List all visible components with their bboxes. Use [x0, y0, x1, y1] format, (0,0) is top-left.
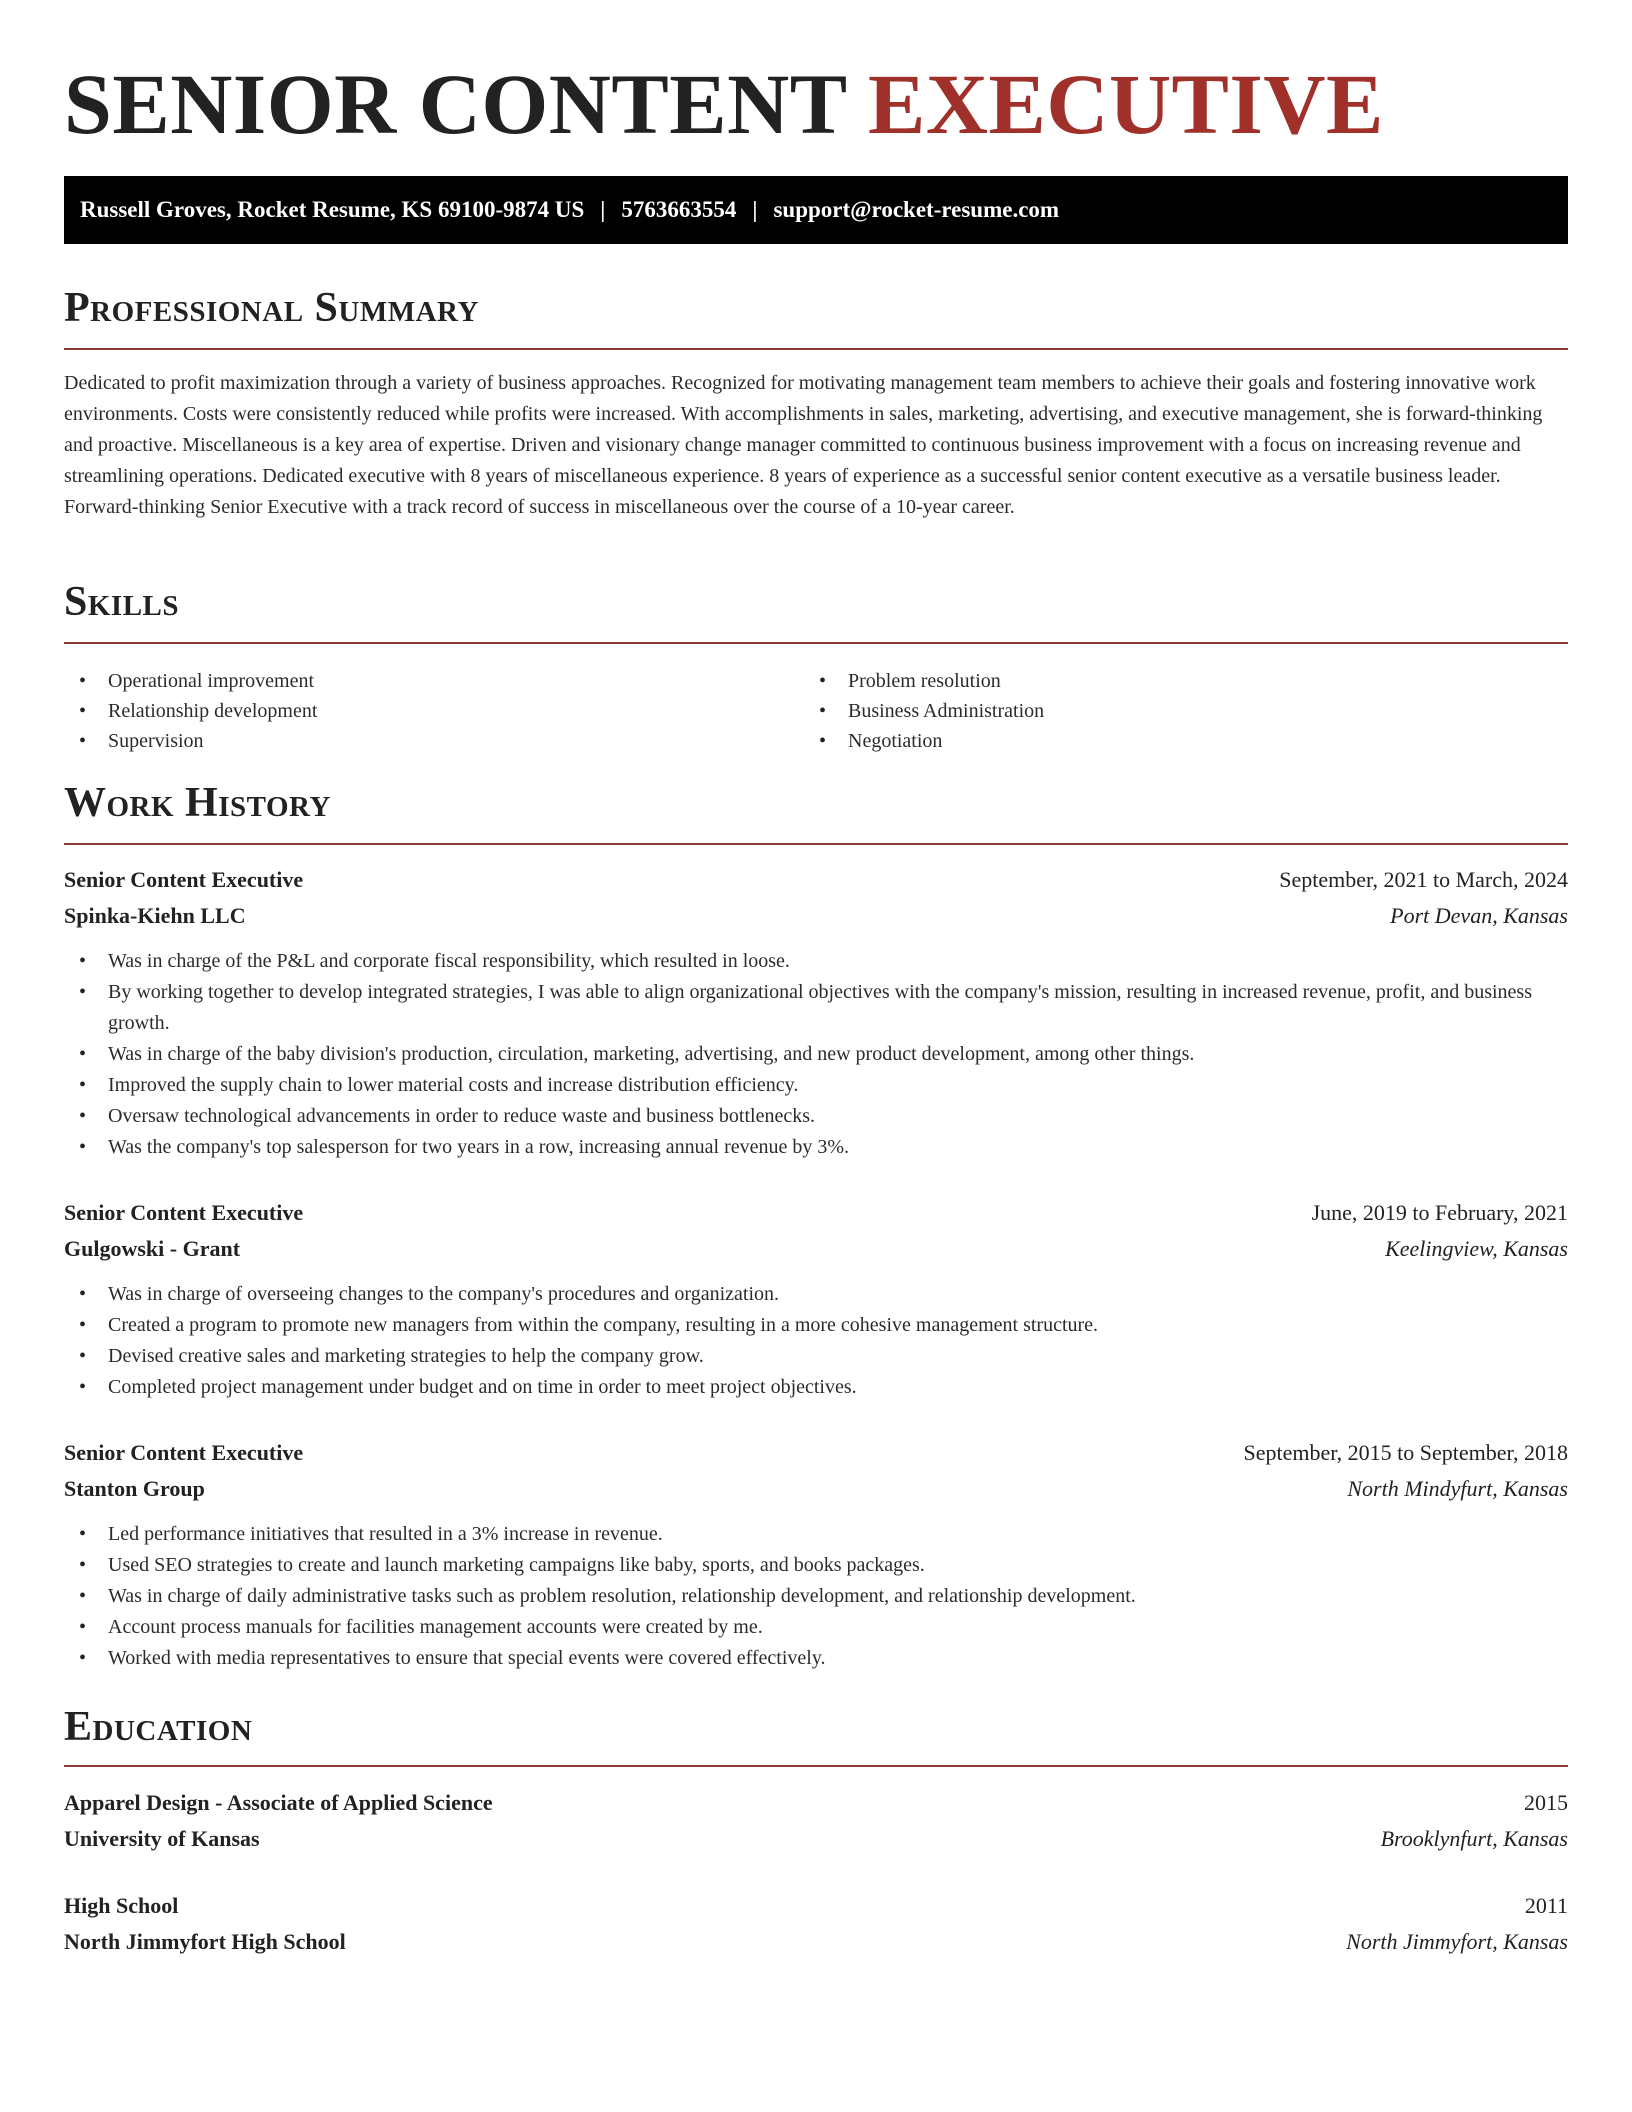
- title-accent: EXECUTIVE: [868, 56, 1384, 152]
- education-year: 2011: [1524, 1893, 1568, 1918]
- contact-separator: |: [752, 197, 758, 222]
- job-bullets: [64, 1519, 1568, 1674]
- job-entry: [64, 862, 1568, 1163]
- skills-heading: Skills: [64, 579, 180, 625]
- job-title: Senior Content Executive: [64, 867, 304, 892]
- title-main: SENIOR CONTENT: [64, 56, 847, 152]
- job-location: North Mindyfurt, Kansas: [1347, 1476, 1568, 1501]
- section-divider: [64, 1765, 1568, 1767]
- skills-list-right: [804, 666, 1504, 756]
- education-location: North Jimmyfort, Kansas: [1346, 1929, 1568, 1954]
- job-location: Keelingview, Kansas: [1385, 1236, 1568, 1261]
- contact-bar: [64, 176, 1568, 244]
- contact-separator: |: [600, 197, 606, 222]
- job-bullet: • Was in charge of overseeing changes to the company's procedures and organization.: [64, 1279, 1568, 1310]
- skills-list-left: [64, 666, 764, 756]
- job-company: Spinka-Kiehn LLC: [64, 903, 246, 928]
- job-bullet: • Oversaw technological advancements in order to reduce waste and business bottlenecks.: [64, 1101, 1568, 1132]
- job-bullet: • Led performance initiatives that resulted in a 3% increase in revenue.: [64, 1519, 1568, 1550]
- contact-phone: 5763663554: [621, 197, 737, 222]
- education-degree: Apparel Design - Associate of Applied Science: [64, 1790, 493, 1815]
- education-entry: [64, 1888, 1568, 1960]
- job-bullet: • Was the company's top salesperson for two years in a row, increasing annual revenue by 3%.: [64, 1132, 1568, 1163]
- job-bullets: [64, 946, 1568, 1163]
- job-bullets: [64, 1279, 1568, 1403]
- job-dates: September, 2021 to March, 2024: [1279, 867, 1568, 892]
- job-bullet: • Created a program to promote new managers from within the company, resulting in a more cohesive management structure.: [64, 1310, 1568, 1341]
- contact-email[interactable]: support@rocket-resume.com: [773, 197, 1060, 222]
- job-bullet: • Was in charge of the baby division's production, circulation, marketing, advertising, and new product development, among other things.: [64, 1039, 1568, 1070]
- job-bullet: • Was in charge of daily administrative tasks such as problem resolution, relationship development, and relationship development.: [64, 1581, 1568, 1612]
- job-dates: June, 2019 to February, 2021: [1311, 1200, 1568, 1225]
- education-year: 2015: [1524, 1790, 1568, 1815]
- job-bullet: • Completed project management under budget and on time in order to meet project objectives.: [64, 1372, 1568, 1403]
- skill-item: • Business Administration: [804, 696, 1504, 726]
- resume-title: [64, 54, 1384, 154]
- education-school: University of Kansas: [64, 1826, 260, 1851]
- job-bullet: • Was in charge of the P&L and corporate fiscal responsibility, which resulted in loose.: [64, 946, 1568, 977]
- job-entry: [64, 1195, 1568, 1403]
- job-company: Stanton Group: [64, 1476, 205, 1501]
- skill-item: • Relationship development: [64, 696, 764, 726]
- education-location: Brooklynfurt, Kansas: [1380, 1826, 1568, 1851]
- job-title: Senior Content Executive: [64, 1440, 304, 1465]
- education-school: North Jimmyfort High School: [64, 1929, 346, 1954]
- job-dates: September, 2015 to September, 2018: [1243, 1440, 1568, 1465]
- section-divider: [64, 843, 1568, 845]
- job-bullet: • Account process manuals for facilities management accounts were created by me.: [64, 1612, 1568, 1643]
- education-degree: High School: [64, 1893, 179, 1918]
- job-bullet: • Used SEO strategies to create and launch marketing campaigns like baby, sports, and books packages.: [64, 1550, 1568, 1581]
- work-heading: Work History: [64, 780, 331, 826]
- job-entry: [64, 1435, 1568, 1674]
- job-title: Senior Content Executive: [64, 1200, 304, 1225]
- job-bullet: • By working together to develop integrated strategies, I was able to align organizational objectives with the company's mission, resulting in increased revenue, profit, and business growth.: [64, 977, 1568, 1039]
- skill-item: • Operational improvement: [64, 666, 764, 696]
- job-company: Gulgowski - Grant: [64, 1236, 241, 1261]
- job-bullet: • Devised creative sales and marketing strategies to help the company grow.: [64, 1341, 1568, 1372]
- summary-text: Dedicated to profit maximization through a variety of business approaches. Recognized for motivating management team members to achieve their goals and fostering innovative work environments. Costs were consistently reduced while profits were increased. With accomplishments in sales, marketing, advertising, and executive management, she is forward-thinking and proactive. Miscellaneous is a key area of expertise. Driven and visionary change manager committed to continuous business improvement with a focus on increasing revenue and streamlining operations. Dedicated executive with 8 years of miscellaneous experience. 8 years of experience as a successful senior content executive as a versatile business leader. Forward-thinking Senior Executive with a track record of success in miscellaneous over the course of a 10-year career.: [64, 372, 1543, 518]
- education-heading: Education: [64, 1704, 253, 1750]
- skill-item: • Problem resolution: [804, 666, 1504, 696]
- skill-item: • Supervision: [64, 726, 764, 756]
- job-bullet: • Improved the supply chain to lower material costs and increase distribution efficiency.: [64, 1070, 1568, 1101]
- skill-item: • Negotiation: [804, 726, 1504, 756]
- section-divider: [64, 348, 1568, 350]
- job-location: Port Devan, Kansas: [1390, 903, 1568, 928]
- education-entry: [64, 1785, 1568, 1857]
- summary-heading: Professional Summary: [64, 285, 479, 331]
- contact-address: Russell Groves, Rocket Resume, KS 69100-9874 US: [80, 197, 585, 222]
- job-bullet: • Worked with media representatives to ensure that special events were covered effectively.: [64, 1643, 1568, 1674]
- section-divider: [64, 642, 1568, 644]
